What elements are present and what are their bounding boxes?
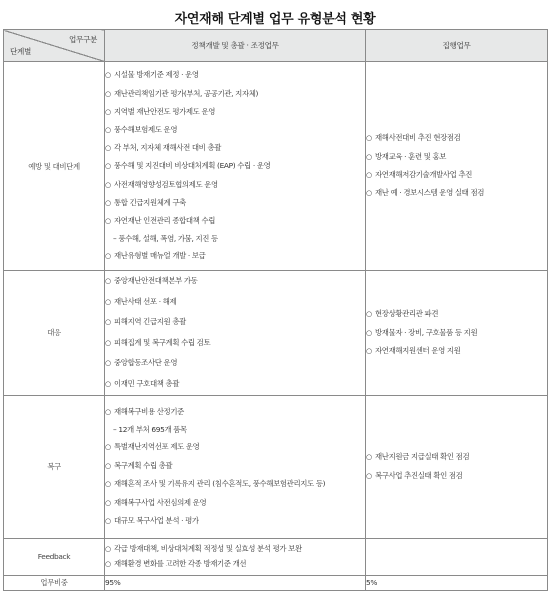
bullet-marker: ○ (105, 461, 111, 470)
table-row-share (4, 575, 548, 590)
list-item (105, 230, 365, 247)
list-item-text: 자연재해저감기술개발사업 추진 (375, 170, 473, 179)
list-item (105, 271, 365, 292)
list-item (105, 512, 365, 530)
list-item-text: – 12개 부처 695개 품목 (113, 425, 187, 435)
bullet-marker: ○ (105, 517, 111, 526)
list-item (105, 438, 365, 456)
stage-cell: 복구 (4, 395, 105, 538)
policy-cell (105, 538, 366, 575)
list-item-text: 특별재난지역선포 제도 운영 (114, 442, 200, 452)
list-item-text: 재해환경 변화를 고려한 각종 방재기준 개선 (114, 558, 247, 568)
table-row (4, 62, 548, 271)
execution-cell (366, 538, 548, 575)
execution-list (366, 129, 547, 203)
list-item-text: 이재민 구호대책 총괄 (114, 378, 180, 388)
bullet-marker: ○ (105, 297, 111, 306)
header-policy: 정책개발 및 총괄 · 조정업무 (105, 30, 366, 62)
bullet-marker: ○ (105, 277, 111, 285)
policy-cell (105, 395, 366, 538)
page-title: 자연재해 단계별 업무 유형분석 현황 (174, 12, 376, 27)
list-item (366, 129, 547, 147)
list-item-text: 재난관리책임기관 평가(부처, 공공기관, 지자체) (114, 88, 259, 98)
policy-list (105, 271, 365, 395)
list-item (105, 542, 365, 557)
list-item-text: 재해흔적 조사 및 기록유지 관리 (침수흔적도, 풍수해보험관리지도 등) (114, 479, 326, 489)
bullet-marker: ○ (105, 559, 111, 568)
list-item (105, 333, 365, 354)
list-item (105, 457, 365, 475)
bullet-marker: ○ (105, 125, 111, 134)
list-item (366, 148, 547, 166)
task-analysis-table (3, 29, 548, 591)
list-item-text: 재해복구비용 산정기준 (114, 406, 184, 416)
list-item-text: 자연재난 인전관리 종합대책 수립 (114, 216, 216, 225)
bullet-marker: ○ (366, 471, 372, 480)
policy-cell (105, 62, 366, 271)
bullet-marker: ○ (366, 453, 372, 462)
list-item (366, 448, 547, 466)
execution-cell (366, 395, 548, 538)
bullet-marker: ○ (366, 152, 372, 161)
bullet-marker: ○ (366, 134, 372, 143)
list-item (105, 176, 365, 194)
list-item-text: 중앙합동조사단 운영 (114, 358, 178, 368)
bullet-marker: ○ (105, 107, 111, 116)
list-item-text: – 풍수해, 설해, 폭염, 가뭄, 지진 등 (113, 234, 218, 244)
list-item (105, 557, 365, 572)
list-item-text: 통합 긴급지원체계 구축 (114, 197, 186, 207)
bullet-marker: ○ (366, 189, 372, 198)
header-execution: 집행업무 (366, 30, 548, 62)
list-item (366, 324, 547, 342)
list-item-text: 복구계획 수립 총괄 (114, 460, 173, 470)
list-item-text: 피해집계 및 복구계획 수립 검토 (114, 337, 211, 347)
list-item (105, 85, 365, 103)
stage-cell: 대응 (4, 271, 105, 396)
list-item (105, 247, 365, 265)
list-item-text: 지역별 재난안전도 평가제도 운영 (114, 106, 216, 116)
list-item-text: 재난사태 선포 · 해제 (114, 296, 177, 306)
bullet-marker: ○ (105, 407, 111, 416)
bullet-marker: ○ (366, 310, 372, 319)
list-item-text: 풍수해 및 지진대비 비상대처계획 (EAP) 수립 · 운영 (114, 161, 271, 171)
bullet-marker: ○ (105, 480, 111, 489)
list-item-text: 각 부처, 지자체 재해사전 대비 총괄 (114, 143, 222, 153)
list-item-text: 피해지역 긴급지원 총괄 (114, 317, 186, 327)
bullet-marker: ○ (105, 443, 111, 452)
list-item-text: 재난 예 · 경보시스템 운영 실태 점검 (375, 188, 485, 198)
header-corner-cell (4, 30, 105, 62)
list-item (105, 374, 365, 395)
bullet-marker: ○ (366, 171, 372, 179)
list-item-text: 재난지원금 지급실태 확인 점검 (375, 452, 470, 462)
bullet-marker: ○ (105, 198, 111, 207)
bullet-marker: ○ (105, 359, 111, 368)
bullet-marker: ○ (105, 71, 111, 80)
list-item-text: 방재교육 · 훈련 및 홍보 (375, 151, 447, 161)
list-item (105, 103, 365, 121)
list-item-text: 방재물자 · 장비, 구호물품 등 지원 (375, 327, 478, 337)
bullet-marker: ○ (366, 328, 372, 337)
list-item (105, 403, 365, 421)
list-item (105, 121, 365, 139)
list-item (366, 467, 547, 485)
list-item (105, 292, 365, 313)
list-item (366, 342, 547, 360)
list-item-text: 대규모 복구사업 분석 · 평가 (114, 516, 199, 526)
table-row (4, 271, 548, 396)
execution-list (366, 305, 547, 360)
share-label: 업무비중 (4, 575, 105, 590)
list-item-text: 풍수해보험제도 운영 (114, 124, 178, 134)
list-item-text: 사전재해영향성검토협의제도 운영 (114, 179, 218, 189)
list-item (105, 353, 365, 374)
list-item-text: 복구사업 추진실태 확인 점검 (375, 470, 463, 480)
table-header-row (4, 30, 548, 62)
list-item (105, 312, 365, 333)
list-item (105, 66, 365, 84)
bullet-marker: ○ (105, 217, 111, 225)
bullet-marker: ○ (105, 162, 111, 171)
list-item-text: 재난유형별 매뉴얼 개발 · 보급 (114, 251, 206, 261)
share-policy-value: 95% (105, 575, 366, 590)
stage-cell: Feedback (4, 538, 105, 575)
bullet-marker: ○ (105, 180, 111, 189)
bullet-marker: ○ (105, 498, 111, 507)
bullet-marker: ○ (105, 318, 111, 327)
list-item-text: 각급 방재대책, 비상대처계획 적정성 및 실효성 분석 평가 보완 (114, 543, 302, 553)
list-item (105, 212, 365, 230)
bullet-marker: ○ (105, 379, 111, 388)
bullet-marker: ○ (366, 346, 372, 355)
list-item (105, 157, 365, 175)
list-item (105, 475, 365, 493)
list-item-text: 중앙재난안전대책본부 가동 (114, 276, 198, 285)
list-item-text: 자연재해지원센터 운영 지원 (375, 345, 461, 355)
policy-cell (105, 271, 366, 396)
bullet-marker: ○ (105, 144, 111, 153)
bullet-marker: ○ (105, 338, 111, 347)
bullet-marker: ○ (105, 544, 111, 553)
bullet-marker: ○ (105, 252, 111, 261)
share-execution-value: 5% (366, 575, 548, 590)
policy-list (105, 66, 365, 265)
list-item (105, 494, 365, 512)
list-item-text: 재해사전대비 추진 현장점검 (375, 133, 461, 143)
table-row (4, 395, 548, 538)
execution-cell (366, 62, 548, 271)
list-item-text: 현장상황관리관 파견 (375, 309, 439, 319)
list-item-text: 시설물 방재기준 제정 · 운영 (114, 70, 199, 80)
list-item (366, 184, 547, 202)
table-row (4, 538, 548, 575)
execution-cell (366, 271, 548, 396)
header-stage-label: 단계별 (10, 47, 31, 56)
list-item (366, 166, 547, 184)
stage-cell: 예방 및 대비단계 (4, 62, 105, 271)
list-item (105, 194, 365, 212)
header-task-type-label: 업무구분 (69, 35, 97, 44)
bullet-marker: ○ (105, 89, 111, 98)
list-item (366, 305, 547, 323)
execution-list (366, 448, 547, 485)
policy-list (105, 403, 365, 531)
policy-list (105, 542, 365, 571)
list-item (105, 139, 365, 157)
list-item (105, 421, 365, 438)
list-item-text: 재해복구사업 사전심의제 운영 (114, 497, 207, 507)
